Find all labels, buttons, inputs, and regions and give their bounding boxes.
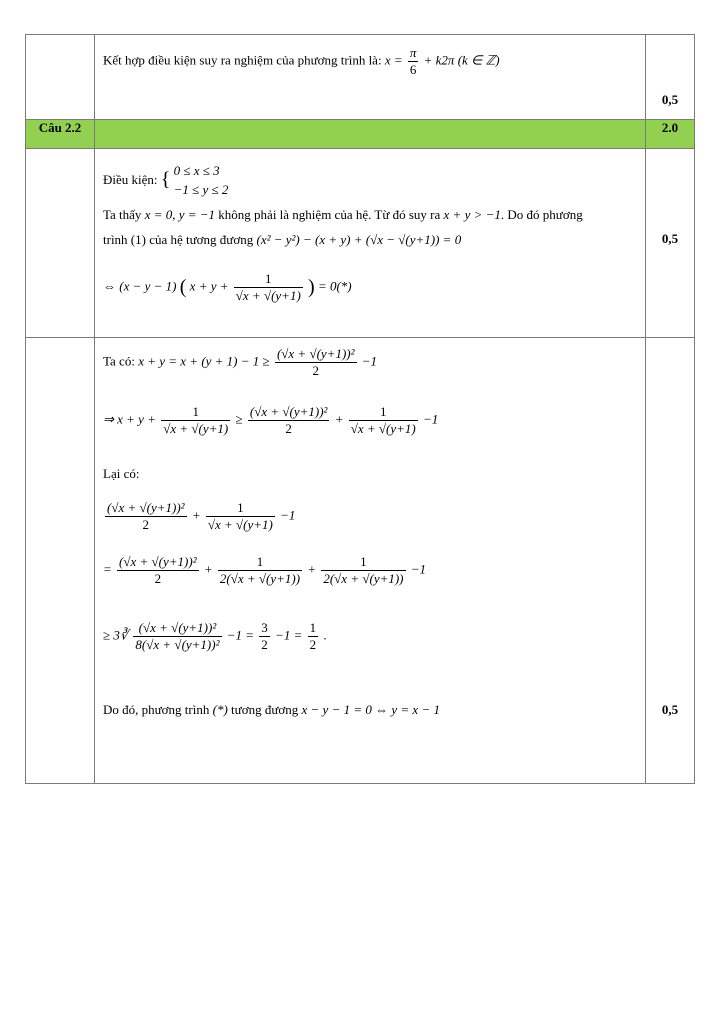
table-row [26, 35, 695, 120]
fraction: $\frac{1}{√x + √(y+1)}$ [163, 404, 229, 436]
row1-text: Kết hợp điều kiện suy ra nghiệm của phương trình là: [103, 52, 382, 68]
table-row [26, 338, 695, 784]
fraction: $\frac{3}{2}$ [261, 620, 268, 652]
fraction: $\frac{1}{√x + √(y+1)}$ [235, 271, 301, 303]
fraction: $\frac{\text{(√x + √(y+1))²}}{2}$ [249, 404, 328, 436]
content-cell: Ta có: x + y = x + (y + 1) − 1 ≥ $\frac{\text{(√x + √(y+1))²}}{2}$ −1 ⇒ x + y + $\frac{1}{√x + √(y+1)}$ ≥ $\frac{\text{(√x + √(y+1))²}}{2}$ + $\frac{1}{√x + √(y+1)}$ −1 Lại có: $\frac{\text{(√x + √(y+1))²}}{2}$ + $\frac{1}{√x + √(y+1)}$ −1 = $\frac{\text{(√x + √(y+1))²}}{2}$ + $\frac{1}{2(√x + √(y+1))}$ + $\frac{1}{2(√x + √(y+1))}$ −1 ≥ 3∛ $\frac{\text{(√x + √(y+1))²}}{\text{8(√x + √(y+1))²}}$ −1 = $\frac{3}{2}$ −1 = $\frac{1}{2}$ . Do đó, phương trình (*) tương đương x − y − 1 = 0 ⇔ y = x − 1 [95, 338, 646, 784]
fraction: $\frac{1}{2}$ [309, 620, 317, 652]
fraction: $\frac{1}{2(√x + √(y+1))}$ [323, 554, 404, 586]
score-cell [646, 149, 695, 338]
row1-formula-rhs: + k2π (k ∈ ℤ) [423, 52, 500, 68]
label-cell [26, 338, 95, 784]
table-row [26, 149, 695, 338]
score: 0,5 [661, 702, 679, 717]
fraction: $\frac{1}{√x + √(y+1)}$ [350, 404, 416, 436]
fraction: $\frac{\text{(√x + √(y+1))²}}{\text{8(√x + √(y+1))²}}$ [135, 620, 220, 652]
score-cell [646, 338, 695, 784]
answer-table [25, 34, 695, 784]
score-cell [646, 35, 695, 120]
content-cell [95, 35, 646, 120]
condition-label: Điều kiện: [103, 172, 158, 187]
fraction: $\frac{\text{(√x + √(y+1))²}}{2}$ [119, 554, 197, 586]
content-cell: Điều kiện: { 0 ≤ x ≤ 3 −1 ≤ y ≤ 2 Ta thấy x = 0, y = −1 không phải là nghiệm của hệ. Từ đó suy ra x + y > −1. Do đó phương trình (1) của hệ tương đương (x² − y²) − (x + y) + (√x − √(y+1)) = 0 ⇔ (x − y − 1) ( x + y + $\frac{1}{√x + √(y+1)}$ ) = 0(*) [95, 149, 646, 338]
fraction: $\frac{1}{√x + √(y+1)}$ [207, 500, 273, 532]
label-cell [26, 35, 95, 120]
score: 0,5 [661, 92, 679, 107]
fraction: $\frac{\text{(√x + √(y+1))²}}{2}$ [107, 500, 185, 532]
fraction: $\frac{\text{(√x + √(y+1))²}}{2}$ [276, 346, 355, 378]
condition-system: 0 ≤ x ≤ 3 −1 ≤ y ≤ 2 [173, 163, 229, 197]
score: 0,5 [661, 231, 679, 246]
question-label: Câu 2.2 [26, 120, 95, 149]
brace: { [160, 168, 171, 191]
lai-co: Lại có: [103, 466, 140, 481]
label-cell [26, 149, 95, 338]
table-row [26, 120, 695, 149]
row1-fraction: $\frac{\pi}{6}$ [409, 45, 417, 77]
header-fill [95, 120, 646, 149]
question-score: 2.0 [646, 120, 695, 149]
row1-formula-lhs: x = [384, 52, 403, 68]
equivalent-equation: (x² − y²) − (x + y) + (√x − √(y+1)) = 0 [256, 232, 462, 247]
final-equation: x − y − 1 = 0 ⇔ y = x − 1 [301, 702, 440, 717]
fraction: $\frac{1}{2(√x + √(y+1))}$ [219, 554, 301, 586]
